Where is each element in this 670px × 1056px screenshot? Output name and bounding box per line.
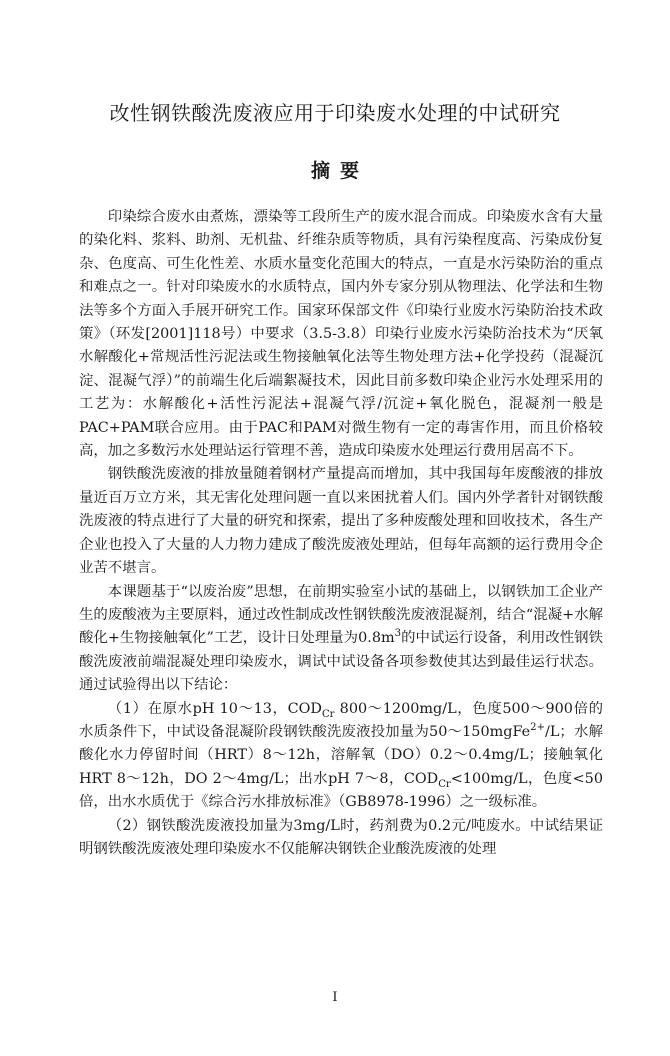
paragraph-3-text-a: 本课题基于“以废治废”思想，在前期实验室小试的基础上，以钢铁加工企业产生的废酸液为主要原料，通过改性制成改性钢铁酸洗废液混凝剂，结合“混凝+水解酸化+生物接触氧化”工艺，设计日处理量为0.8m bbox=[79, 583, 603, 647]
paragraph-3-text-b: 的中试运行设备，利用改性钢铁酸洗废液前端混凝处理印染废水，调试中试设备各项参数使其达到最佳运行状态。通过试验得出以下结论： bbox=[79, 630, 603, 694]
paragraph-4 bbox=[79, 698, 603, 815]
paragraph-4-text-c: /L；水解酸化水力停留时间（HRT）8～12h，溶解氧（DO）0.2～0.4mg/L；接触氧化HRT 8～12h，DO 2～4mg/L；出水pH 7～8，COD bbox=[79, 723, 603, 787]
paragraph-2: 钢铁酸洗废液的排放量随着钢材产量提高而增加，其中我国每年废酸液的排放量近百万立方米，其无害化处理问题一直以来困扰着人们。国内外学者针对钢铁酸洗废液的特点进行了大量的研究和探索，提出了多种废酸处理和回收技术，各生产企业也投入了大量的人力物力建成了酸洗废液处理站，但每年高额的运行费用令企业苦不堪言。 bbox=[79, 466, 603, 577]
paragraph-1: 印染综合废水由煮炼，漂染等工段所生产的废水混合而成。印染废水含有大量的染化料、浆料、助剂、无机盐、纤维杂质等物质，具有污染程度高、污染成份复杂、色度高、可生化性差、水质水量变化范围大的特点，一直是水污染防治的重点和难点之一。针对印染废水的水质特点，国内外专家分别从物理法、化学法和生物法等多个方面入手展开研究工作。国家环保部文件《印染行业废水污染防治技术政策》（环发[2001]118号）中要求（3.5-3.8）印染行业废水污染防治技术为“厌氧水解酸化+常规活性污泥法或生物接触氧化法等生物处理方法+化学投药（混凝沉淀、混凝气浮）”的前端生化后端絮凝技术，因此目前多数印染企业污水处理采用的工艺为：水解酸化+活性污泥法+混凝气浮/沉淀+氧化脱色，混凝剂一般是PAC+PAM联合应用。由于PAC和PAM对微生物有一定的毒害作用，而且价格较高，加之多数污水处理站运行管理不善，造成印染废水处理运行费用居高不下。 bbox=[79, 209, 603, 460]
paragraph-5: （2）钢铁酸洗废液投加量为3mg/L时，药剂费为0.2元/吨废水。中试结果证明钢铁酸洗废液处理印染废水不仅能解决钢铁企业酸洗废液的处理 bbox=[79, 817, 603, 857]
document-title: 改性钢铁酸洗废液应用于印染废水处理的中试研究 bbox=[109, 101, 561, 125]
cod-subscript-2: Cr bbox=[438, 778, 451, 790]
paragraph-4-text-b: 800～1200mg/L，色度500～900倍的水质条件下，中试设备混凝阶段钢铁酸洗废液投加量为50～150mgFe bbox=[79, 700, 603, 740]
fe-charge-superscript: 2+ bbox=[530, 722, 546, 734]
abstract-body bbox=[79, 206, 603, 861]
paragraph-4-text-d: <100mg/L，色度<50倍，出水水质优于《综合污水排放标准》（GB8978-1996）之一级标准。 bbox=[79, 770, 603, 811]
cod-subscript-1: Cr bbox=[321, 708, 335, 720]
cubic-superscript: 3 bbox=[394, 628, 402, 640]
abstract-heading: 摘要 bbox=[310, 160, 369, 182]
page-number: I bbox=[332, 990, 338, 1005]
paragraph-4-text-a: （1）在原水pH 10～13，COD bbox=[107, 700, 322, 717]
paragraph-3 bbox=[79, 581, 603, 698]
